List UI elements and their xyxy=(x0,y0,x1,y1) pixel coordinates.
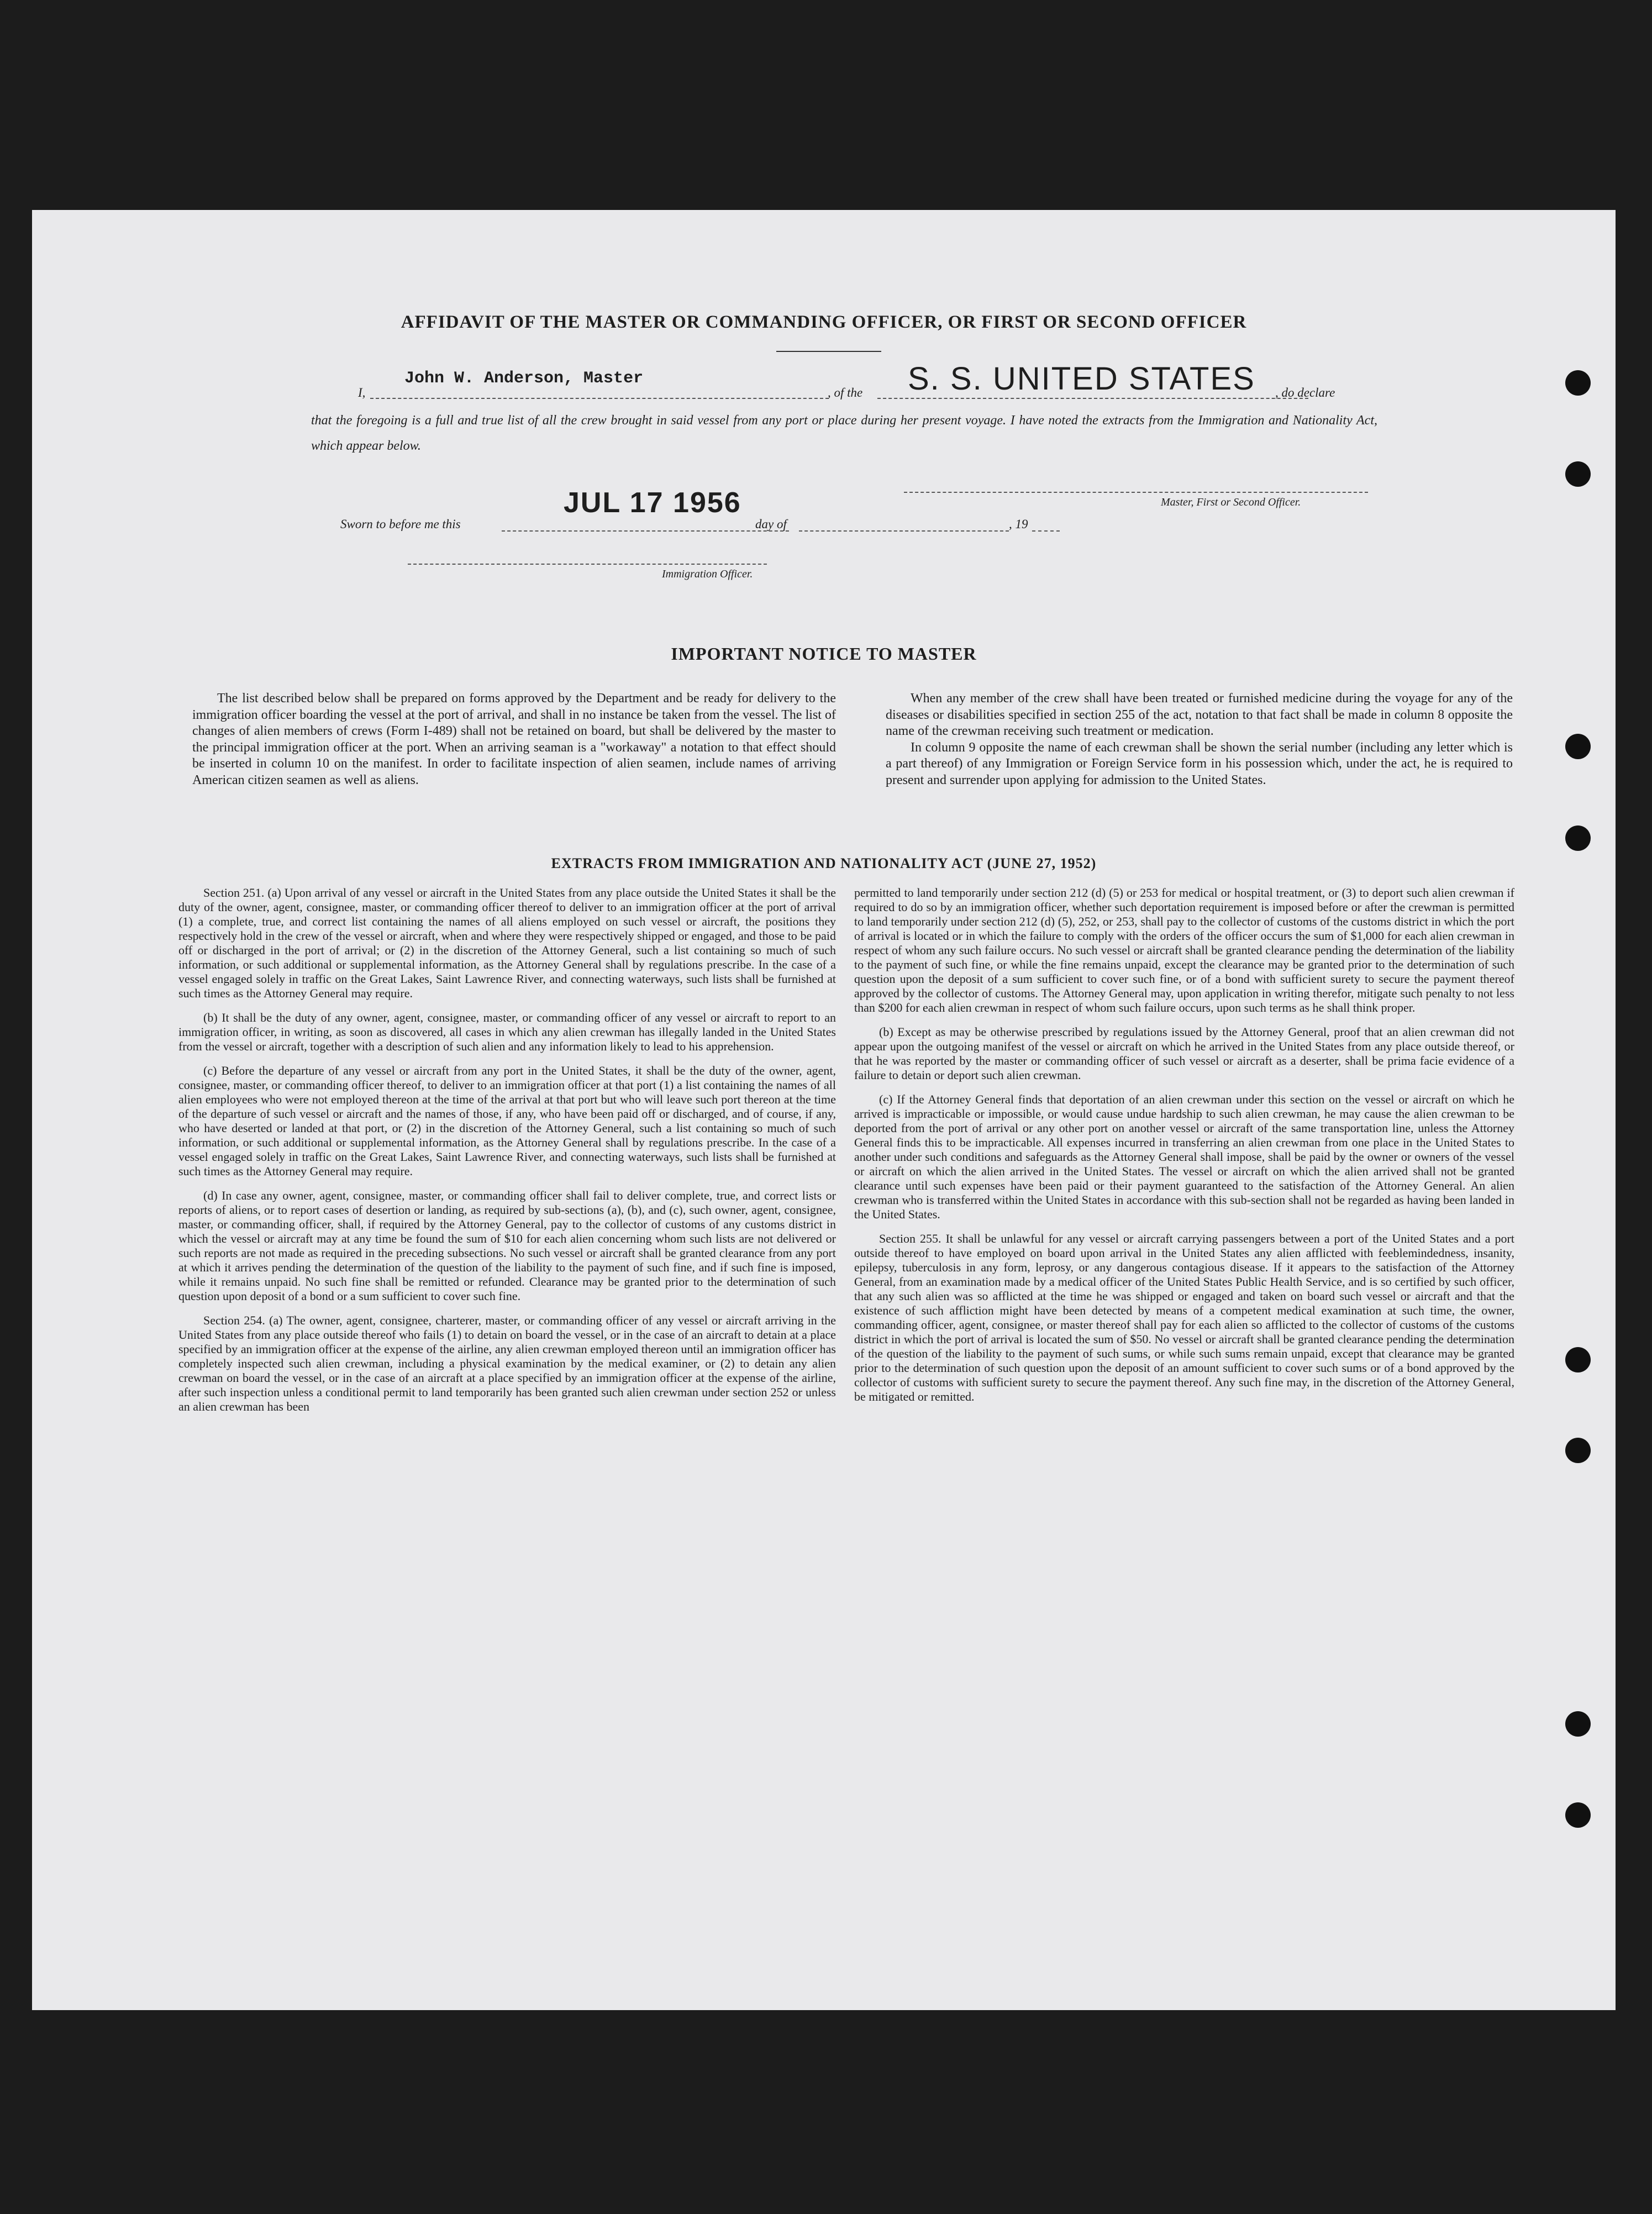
extracts-left-column xyxy=(178,886,836,1424)
sworn-year-line xyxy=(1032,530,1060,532)
of-the-label: , of the xyxy=(828,386,863,399)
sworn-month-line xyxy=(799,530,1009,532)
officer-signature-line xyxy=(904,492,1368,493)
notice-left-paragraph: The list described below shall be prepared on forms approved by the Department and be ready for delivery to the immigration officer boarding the vessel at the port of arrival, and shall in no instance be taken from the vessel. The list of changes of alien members of crews (Form I-489) shall not be retained on board, but shall be delivered by the master to the principal immigration officer at the port. When an arriving seaman is a "workaway" a notation to that effect should be inserted in column 10 on the manifest. In order to facilitate inspection of alien seamen, include names of arriving American citizen seamen as well as aliens. xyxy=(192,691,836,787)
vessel-name: S. S. UNITED STATES xyxy=(908,361,1255,397)
master-name: John W. Anderson, Master xyxy=(404,369,644,388)
sworn-date-stamp: JUL 17 1956 xyxy=(564,487,741,519)
extracts-right-column xyxy=(854,886,1514,1414)
notice-right-column xyxy=(886,691,1513,788)
punch-hole xyxy=(1565,1438,1591,1463)
affidavit-title: AFFIDAVIT OF THE MASTER OR COMMANDING OFFICER, OR FIRST OR SECOND OFFICER xyxy=(401,312,1247,332)
punch-hole xyxy=(1565,1347,1591,1372)
section-254-b: (b) Except as may be otherwise prescribed by regulations issued by the Attorney General, proof that an alien crewman did not appear upon the outgoing manifest of the vessel or aircraft on which he arrived in the United States from any place outside thereof, or that he was reported by the master or commanding officer of such vessel or aircraft as a deserter, shall be prima facie evidence of a failure to detain or deport such alien crewman. xyxy=(854,1025,1514,1082)
punch-hole xyxy=(1565,1711,1591,1737)
punch-hole xyxy=(1565,370,1591,396)
punch-hole xyxy=(1565,734,1591,759)
punch-hole xyxy=(1565,1802,1591,1828)
officer-caption: Master, First or Second Officer. xyxy=(1161,496,1301,508)
section-251-a: Section 251. (a) Upon arrival of any vessel or aircraft in the United States from any place outside the United States it shall be the duty of the owner, agent, consignee, master, or commanding officer thereof to deliver to an immigration officer at the port of arrival (1) a complete, true, and correct list containing the names of all aliens employed on such vessel or aircraft, the positions they respectively hold in the crew of the vessel or aircraft, when and where they were respectively shipped or engaged, and those to be paid off or discharged in the port of arrival; or (2) in the discretion of the Attorney General, such a list containing so much of such information, or such additional or supplemental information, as the Attorney General shall by regulations prescribe. In the case of a vessel engaged solely in traffic on the Great Lakes, Saint Lawrence River, and connecting waterways, such lists shall be furnished at such times as the Attorney General may require. xyxy=(178,886,836,1000)
declaration-text: that the foregoing is a full and true list of all the crew brought in said vessel from any port or place during her present voyage. I have noted the extracts from the Immigration and Nationality Act, which appear below. xyxy=(311,413,1377,453)
sworn-day-line xyxy=(502,530,789,532)
section-255: Section 255. It shall be unlawful for any vessel or aircraft carrying passengers between a port of the United States and a port outside thereof to have employed on board upon arrival in the United States any alien afflicted with feeblemindedness, insanity, epilepsy, tuberculosis in any form, leprosy, or any dangerous contagious disease. If it appears to the satisfaction of the Attorney General, from an examination made by a medical officer of the United States Public Health Service, and is so certified by such officer, that any such alien was so afflicted at the time he was shipped or engaged and taken on board such vessel or aircraft and that the existence of such affliction might have been detected by means of a competent medical examination at such time, the owner, commanding officer, agent, consignee, or master thereof shall pay for each alien so afflicted to the collector of customs of the customs district in which the port of arrival is located the sum of $50. No vessel or aircraft shall be granted clearance pending the determination of the question of the liability to the payment of such sums, or while such sums remain unpaid, except that clearance may be granted prior to the determination of such question upon the deposit of an amount sufficient to cover such sums or of a bond approved by the collector of customs with sufficient surety to secure the payment thereof. Any such fine may, in the discretion of the Attorney General, be mitigated or remitted. xyxy=(854,1232,1514,1403)
immigration-officer-caption: Immigration Officer. xyxy=(662,568,753,580)
day-of-label: day of xyxy=(755,517,787,531)
sworn-label: Sworn to before me this xyxy=(340,517,461,531)
section-254-a-cont: permitted to land temporarily under section 212 (d) (5) or 253 for medical or hospital treatment, or (3) to deport such alien crewman if required to do so by an immigration officer, whether such deportation requirement is imposed before or after the crewman is permitted to land temporarily under section 212 (d) (5), 252, or 253, shall pay to the collector of customs of the customs district in which the port of arrival is located or in which the failure to comply with the orders of the officer occurs the sum of $1,000 for each alien crewman in respect of whom any such failure occurs. No such vessel or aircraft shall be granted clearance pending the determination of the liability to the payment of such fine, or while the fine remains unpaid, except the clearance may be granted prior to the determination of such question upon the deposit of a sum sufficient to cover such fine, or of a bond with sufficient surety to secure the payment thereof approved by the collector of customs. The Attorney General may, upon application in writing therefor, mitigate such penalty to not less than $200 for each alien crewman in respect of whom such failure occurs, upon such terms as he shall think proper. xyxy=(854,886,1514,1014)
section-251-c: (c) Before the departure of any vessel or aircraft from any port in the United States, it shall be the duty of the owner, agent, consignee, master, or commanding officer thereof, to deliver to an immigration officer at that port (1) a list containing the names of all alien employees who were not employed thereon at the time of the arrival at that port but who will leave such port thereon at the time of the departure of such vessel or aircraft and the names of those, if any, who have been paid off or discharged, and of course, if any, who have deserted or landed at that port, or (2) in the discretion of the Attorney General, such a list containing so much of such information, or such additional or supplemental information, as the Attorney General shall by regulations prescribe. In the case of a vessel engaged solely in traffic on the Great Lakes, Saint Lawrence River, and connecting waterways, such lists shall be furnished at such times as the Attorney General may require. xyxy=(178,1064,836,1178)
section-251-d: (d) In case any owner, agent, consignee, master, or commanding officer shall fail to deliver complete, true, and correct lists or reports of aliens, or to report cases of desertion or landing, as required by sub-sections (a), (b), and (c), such owner, agent, consignee, master, or commanding officer, shall, if required by the Attorney General, pay to the collector of customs of any customs district in which the vessel or aircraft may at any time be found the sum of $10 for each alien concerning whom such lists are not delivered or such reports are not made as required in the preceding subsections. No such vessel or aircraft shall be granted clearance from any port at which it arrives pending the determination of the question of the liability to the payment of such fine, and if such fine is imposed, while it remains unpaid. No such fine shall be remitted or refunded. Clearance may be granted prior to the determination of such question upon deposit of a bond or a sum sufficient to cover such fine. xyxy=(178,1188,836,1303)
master-name-line xyxy=(370,398,829,399)
section-251-b: (b) It shall be the duty of any owner, agent, consignee, master, or commanding officer of any vessel or aircraft to report to an immigration officer, in writing, as soon as discovered, all cases in which any alien crewman has illegally landed in the United States from the vessel or aircraft, together with a description of such alien and any information likely to lead to his apprehension. xyxy=(178,1011,836,1053)
punch-hole xyxy=(1565,461,1591,487)
do-declare-label: , do declare xyxy=(1275,386,1335,399)
immigration-officer-line xyxy=(408,564,767,565)
title-divider xyxy=(776,351,881,352)
notice-title: IMPORTANT NOTICE TO MASTER xyxy=(671,644,977,664)
notice-right-paragraph: In column 9 opposite the name of each crewman shall be shown the serial number (including any letter which is a part thereof) of any Immigration or Foreign Service form in his possession which, under the act, he is required to present and surrender upon applying for admission to the United States. xyxy=(886,740,1513,787)
notice-right-paragraph: When any member of the crew shall have been treated or furnished medicine during the voyage for any of the diseases or disabilities specified in section 255 of the act, notation to that fact shall be made in column 8 opposite the name of the crewman receiving such treatment or medication. xyxy=(886,691,1513,738)
section-254-a: Section 254. (a) The owner, agent, consignee, charterer, master, or commanding officer of any vessel or aircraft arriving in the United States from any place outside thereof who fails (1) to detain on board the vessel, or in the case of an aircraft to detain at a place specified by an immigration officer at the expense of the airline, any alien crewman employed thereon until an immigration officer has completely inspected such alien crewman, including a physical examination by the medical examiner, or (2) to detain any alien crewman on board the vessel, or in the case of an aircraft at a place specified by an immigration officer at the expense of the airline, after such inspection unless a conditional permit to land temporarily has been granted such alien crewman under section 252 or unless an alien crewman has been xyxy=(178,1313,836,1413)
notice-left-column xyxy=(192,691,836,788)
extracts-title: EXTRACTS FROM IMMIGRATION AND NATIONALITY ACT (JUNE 27, 1952) xyxy=(551,855,1097,871)
i-label: I, xyxy=(358,386,366,399)
year-prefix: , 19 xyxy=(1009,517,1028,531)
punch-hole xyxy=(1565,825,1591,851)
section-254-c: (c) If the Attorney General finds that deportation of an alien crewman under this section on the vessel or aircraft on which he arrived is impracticable or impossible, or would cause undue hardship to such alien crewman, he may cause the alien crewman to be deported from the port of arrival or any other port on another vessel or aircraft of the same transportation line, unless the Attorney General finds this to be impracticable. All expenses incurred in transferring an alien crewman from one place in the United States to another under such conditions and safeguards as the Attorney General shall impose, shall be paid by the owner or owners of the vessel or aircraft on which the alien arrived in the United States. The vessel or aircraft on which the alien arrived shall not be granted clearance until such expenses have been paid or their payment guaranteed to the satisfaction of the Attorney General. An alien crewman who is transferred within the United States in accordance with this sub-section shall not be regarded as having been landed in the United States. xyxy=(854,1092,1514,1221)
vessel-line xyxy=(877,398,1308,399)
document-page xyxy=(32,210,1616,2010)
